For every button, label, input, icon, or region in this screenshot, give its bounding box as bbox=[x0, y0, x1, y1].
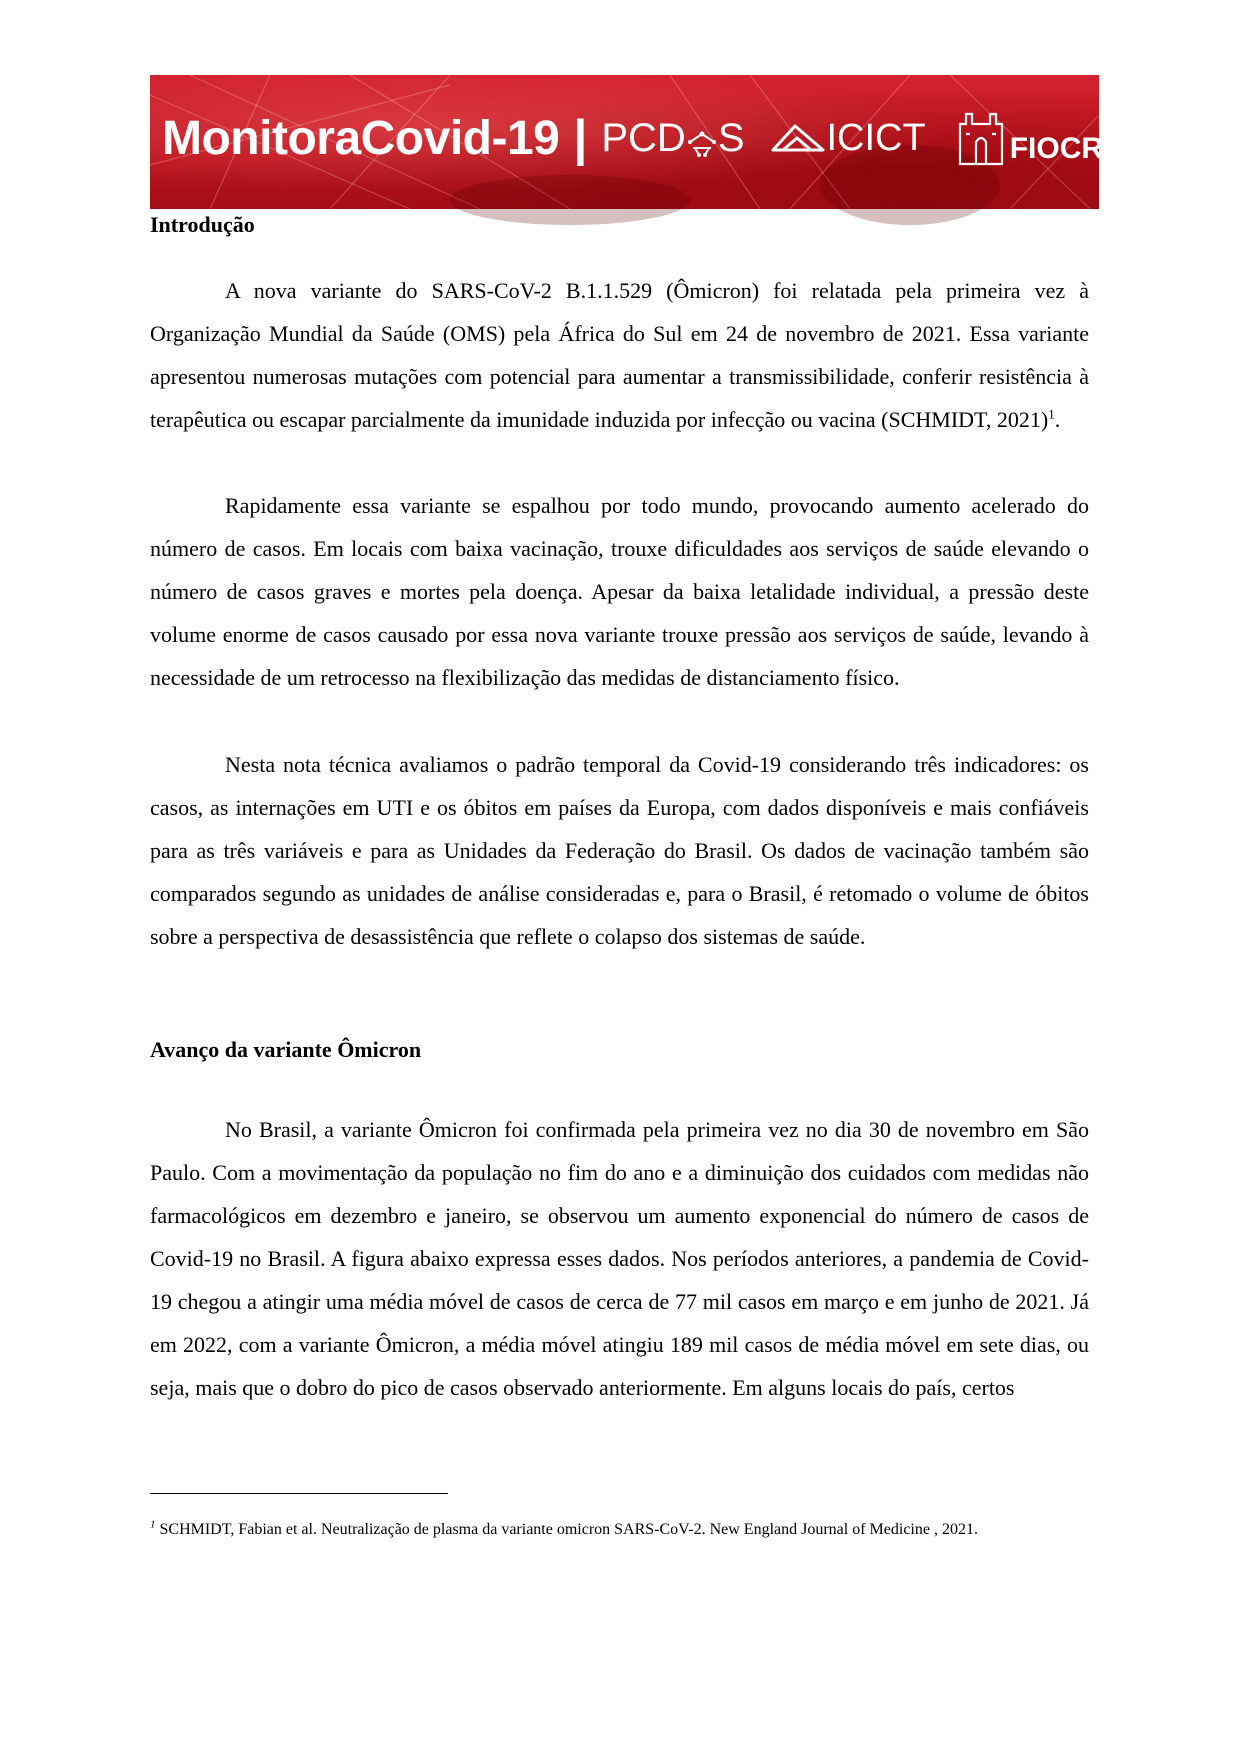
fiocruz-logo bbox=[956, 110, 1143, 166]
footnote-reference: 1 bbox=[1048, 406, 1055, 422]
pcdas-logo-prefix: PCD bbox=[601, 115, 686, 160]
icict-logo bbox=[771, 117, 926, 160]
icict-mountain-icon bbox=[771, 120, 825, 156]
paragraph-intro-1-end: . bbox=[1054, 407, 1061, 432]
pcdas-network-icon bbox=[687, 118, 717, 158]
footnote bbox=[150, 1519, 1089, 1541]
banner-title: MonitoraCovid-19 bbox=[162, 111, 560, 165]
fiocruz-castle-icon bbox=[956, 110, 1006, 166]
section-heading-avanco-omicron: Avanço da variante Ômicron bbox=[150, 1037, 422, 1062]
footnote-text: SCHMIDT, Fabian et al. Neutralização de plasma da variante omicron SARS-CoV-2. New England Journal of Medicine , 2021. bbox=[155, 1521, 978, 1538]
banner-content bbox=[162, 103, 1143, 173]
footnote-marker: 1 bbox=[150, 1518, 156, 1531]
paragraph-omicron-1: No Brasil, a variante Ômicron foi confirmada pela primeira vez no dia 30 de novembro em São Paulo. Com a movimentação da população no fim do ano e a diminuição dos cuidados com medidas não farmacológicos em dezembro e janeiro, se observou um aumento exponencial do número de casos de Covid-19 no Brasil. A figura abaixo expressa esses dados. Nos períodos anteriores, a pandemia de Covid-19 chegou a atingir uma média móvel de casos de cerca de 77 mil casos em março e em junho de 2021. Já em 2022, com a variante Ômicron, a média móvel atingiu 189 mil casos de média móvel em sete dias, ou seja, mais que o dobro do pico de casos observado anteriormente. Em alguns locais do país, certos bbox=[150, 1117, 1089, 1400]
fiocruz-logo-text: FIOCRUZ bbox=[1009, 132, 1144, 165]
pcdas-logo-suffix: S bbox=[717, 115, 745, 160]
paragraph-intro-1 bbox=[150, 269, 1089, 441]
footnote-separator bbox=[150, 1493, 448, 1494]
paragraph-intro-3: Nesta nota técnica avaliamos o padrão temporal da Covid-19 considerando três indicadores: os casos, as internações em UTI e os óbitos em países da Europa, com dados disponíveis e mais confiáveis para as três variáveis e para as Unidades da Federação do Brasil. Os dados de vacinação também são comparados segundo as unidades de análise consideradas e, para o Brasil, é retomado o volume de óbitos sobre a perspectiva de desassistência que reflete o colapso dos sistemas de saúde. bbox=[150, 752, 1089, 949]
paragraph-intro-2: Rapidamente essa variante se espalhou por todo mundo, provocando aumento acelerado do número de casos. Em locais com baixa vacinação, trouxe dificuldades aos serviços de saúde elevando o número de casos graves e mortes pela doença. Apesar da baixa letalidade individual, a pressão deste volume enorme de casos causado por essa nova variante trouxe pressão aos serviços de saúde, levando à necessidade de um retrocesso na flexibilização das medidas de distanciamento físico. bbox=[150, 493, 1089, 690]
pcdas-logo bbox=[601, 116, 744, 161]
paragraph-intro-1-text: A nova variante do SARS-CoV-2 B.1.1.529 (Ômicron) foi relatada pela primeira vez à Organização Mundial da Saúde (OMS) pela África do Sul em 24 de novembro de 2021. Essa variante apresentou numerosas mutações com potencial para aumentar a transmissibilidade, conferir resistência à terapêutica ou escapar parcialmente da imunidade induzida por infecção ou vacina (SCHMIDT, 2021) bbox=[150, 278, 1089, 432]
section-heading-introducao: Introdução bbox=[150, 212, 255, 237]
icict-logo-text: ICICT bbox=[826, 116, 926, 159]
banner-separator: | bbox=[573, 110, 588, 166]
header-banner bbox=[150, 75, 1144, 209]
